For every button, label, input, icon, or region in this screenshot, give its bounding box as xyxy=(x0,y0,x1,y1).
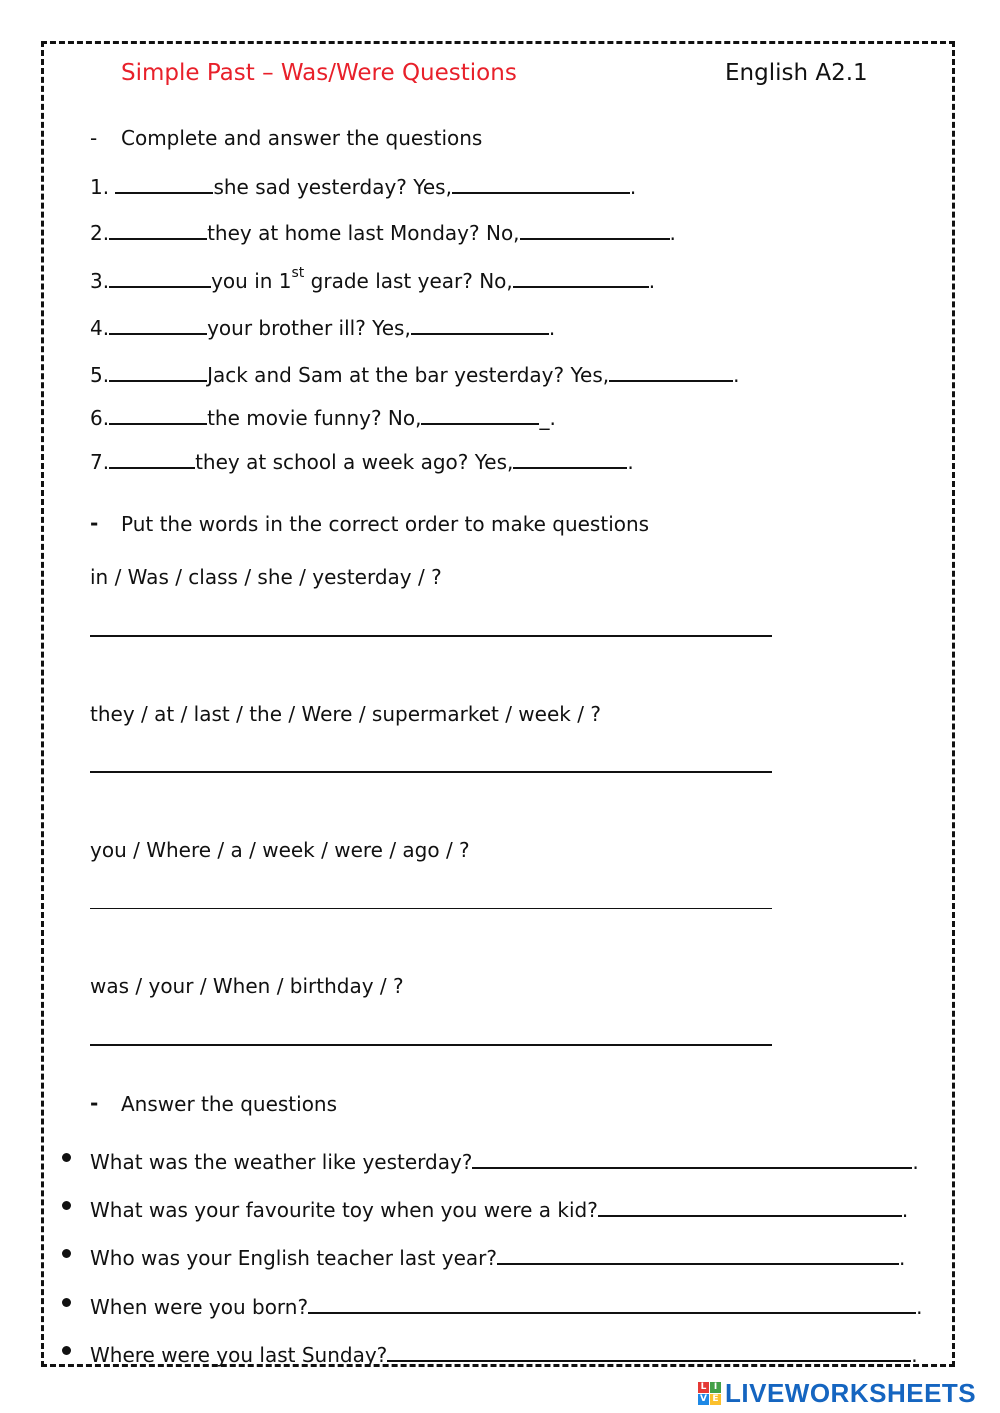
scramble-prompt-4: was / your / When / birthday / ? xyxy=(90,974,404,998)
exercise-item-5 xyxy=(90,360,739,387)
liveworksheets-logo xyxy=(698,1378,976,1409)
exercise-item-2 xyxy=(90,218,676,245)
answer-blank[interactable] xyxy=(109,403,207,425)
question-text: Who was your English teacher last year? xyxy=(90,1246,497,1270)
item-end: . xyxy=(548,316,556,340)
question-end: . xyxy=(916,1295,923,1319)
question-item-3 xyxy=(90,1243,905,1270)
question-end: . xyxy=(898,1246,906,1270)
item-end: . xyxy=(669,221,676,245)
question-text: What was the weather like yesterday? xyxy=(90,1150,473,1174)
exercise-item-6 xyxy=(90,403,556,430)
answer-blank[interactable] xyxy=(109,266,211,288)
item-text: your brother ill? Yes, xyxy=(207,316,411,340)
answer-blank[interactable] xyxy=(520,218,670,240)
item-text: grade last year? No, xyxy=(304,269,513,293)
brand-name: LIVEWORKSHEETS xyxy=(725,1378,977,1408)
bullet-icon xyxy=(62,1298,71,1307)
scramble-prompt-3: you / Where / a / week / were / ago / ? xyxy=(90,838,470,862)
exercise-item-4 xyxy=(90,313,555,340)
logo-letter: L xyxy=(698,1382,709,1393)
answer-blank[interactable] xyxy=(421,403,539,425)
section3-instruction: Answer the questions xyxy=(121,1092,338,1116)
scramble-prompt-1: in / Was / class / she / yesterday / ? xyxy=(90,565,442,589)
answer-line[interactable] xyxy=(90,635,772,637)
section3-dash: - xyxy=(90,1091,99,1115)
worksheet-title: Simple Past – Was/Were Questions xyxy=(121,60,517,86)
answer-blank[interactable] xyxy=(513,266,649,288)
answer-blank[interactable] xyxy=(387,1340,911,1362)
answer-blank[interactable] xyxy=(472,1147,912,1169)
item-number: 5. xyxy=(90,363,110,387)
ordinal-suffix: st xyxy=(291,265,305,282)
exercise-item-1 xyxy=(90,172,636,199)
item-number: 2. xyxy=(90,221,110,245)
item-end: _. xyxy=(539,406,556,430)
answer-line[interactable] xyxy=(90,771,772,773)
answer-blank[interactable] xyxy=(598,1195,902,1217)
item-end: . xyxy=(733,363,740,387)
question-text: Where were you last Sunday? xyxy=(90,1343,388,1367)
section2-dash: - xyxy=(90,511,99,535)
bullet-icon xyxy=(62,1201,71,1210)
question-item-1 xyxy=(90,1147,919,1174)
item-text: you in 1 xyxy=(211,269,292,293)
answer-blank[interactable] xyxy=(452,172,630,194)
section2-instruction: Put the words in the correct order to make questions xyxy=(121,512,650,536)
question-item-2 xyxy=(90,1195,908,1222)
item-text: they at home last Monday? No, xyxy=(207,221,520,245)
item-text: the movie funny? No, xyxy=(207,406,422,430)
question-text: When were you born? xyxy=(90,1295,309,1319)
answer-line[interactable] xyxy=(90,1044,772,1046)
item-end: . xyxy=(648,269,656,293)
answer-blank[interactable] xyxy=(109,313,207,335)
bullet-icon xyxy=(62,1153,71,1162)
section1-instruction: Complete and answer the questions xyxy=(121,126,483,150)
question-item-4 xyxy=(90,1292,922,1319)
answer-line[interactable] xyxy=(90,908,772,909)
item-text: she sad yesterday? Yes, xyxy=(213,175,452,199)
section1-dash: - xyxy=(90,126,98,150)
bullet-icon xyxy=(62,1249,71,1258)
item-end: . xyxy=(629,175,637,199)
logo-letter: V xyxy=(698,1394,709,1405)
question-end: . xyxy=(901,1198,909,1222)
item-number: 7. xyxy=(90,450,110,474)
scramble-prompt-2: they / at / last / the / Were / supermarket / week / ? xyxy=(90,702,601,726)
logo-letter: I xyxy=(710,1382,721,1393)
answer-blank[interactable] xyxy=(109,360,207,382)
item-number: 3. xyxy=(90,269,110,293)
question-item-5 xyxy=(90,1340,918,1367)
logo-letter: E xyxy=(710,1394,721,1405)
exercise-item-3 xyxy=(90,266,655,293)
answer-blank[interactable] xyxy=(513,447,627,469)
question-end: . xyxy=(911,1343,918,1367)
answer-blank[interactable] xyxy=(308,1292,916,1314)
level-label: English A2.1 xyxy=(725,60,868,86)
answer-blank[interactable] xyxy=(109,218,207,240)
bullet-icon xyxy=(62,1346,71,1355)
item-number: 4. xyxy=(90,316,110,340)
answer-blank[interactable] xyxy=(609,360,733,382)
answer-blank[interactable] xyxy=(497,1243,899,1265)
logo-mark-icon xyxy=(698,1382,721,1405)
answer-blank[interactable] xyxy=(115,172,213,194)
item-end: . xyxy=(627,450,634,474)
question-text: What was your favourite toy when you were a kid? xyxy=(90,1198,598,1222)
item-number: 1. xyxy=(90,175,110,199)
answer-blank[interactable] xyxy=(411,313,549,335)
answer-blank[interactable] xyxy=(109,447,195,469)
item-text: they at school a week ago? Yes, xyxy=(195,450,514,474)
item-text: Jack and Sam at the bar yesterday? Yes, xyxy=(207,363,610,387)
exercise-item-7 xyxy=(90,447,634,474)
question-end: . xyxy=(912,1150,919,1174)
item-number: 6. xyxy=(90,406,110,430)
